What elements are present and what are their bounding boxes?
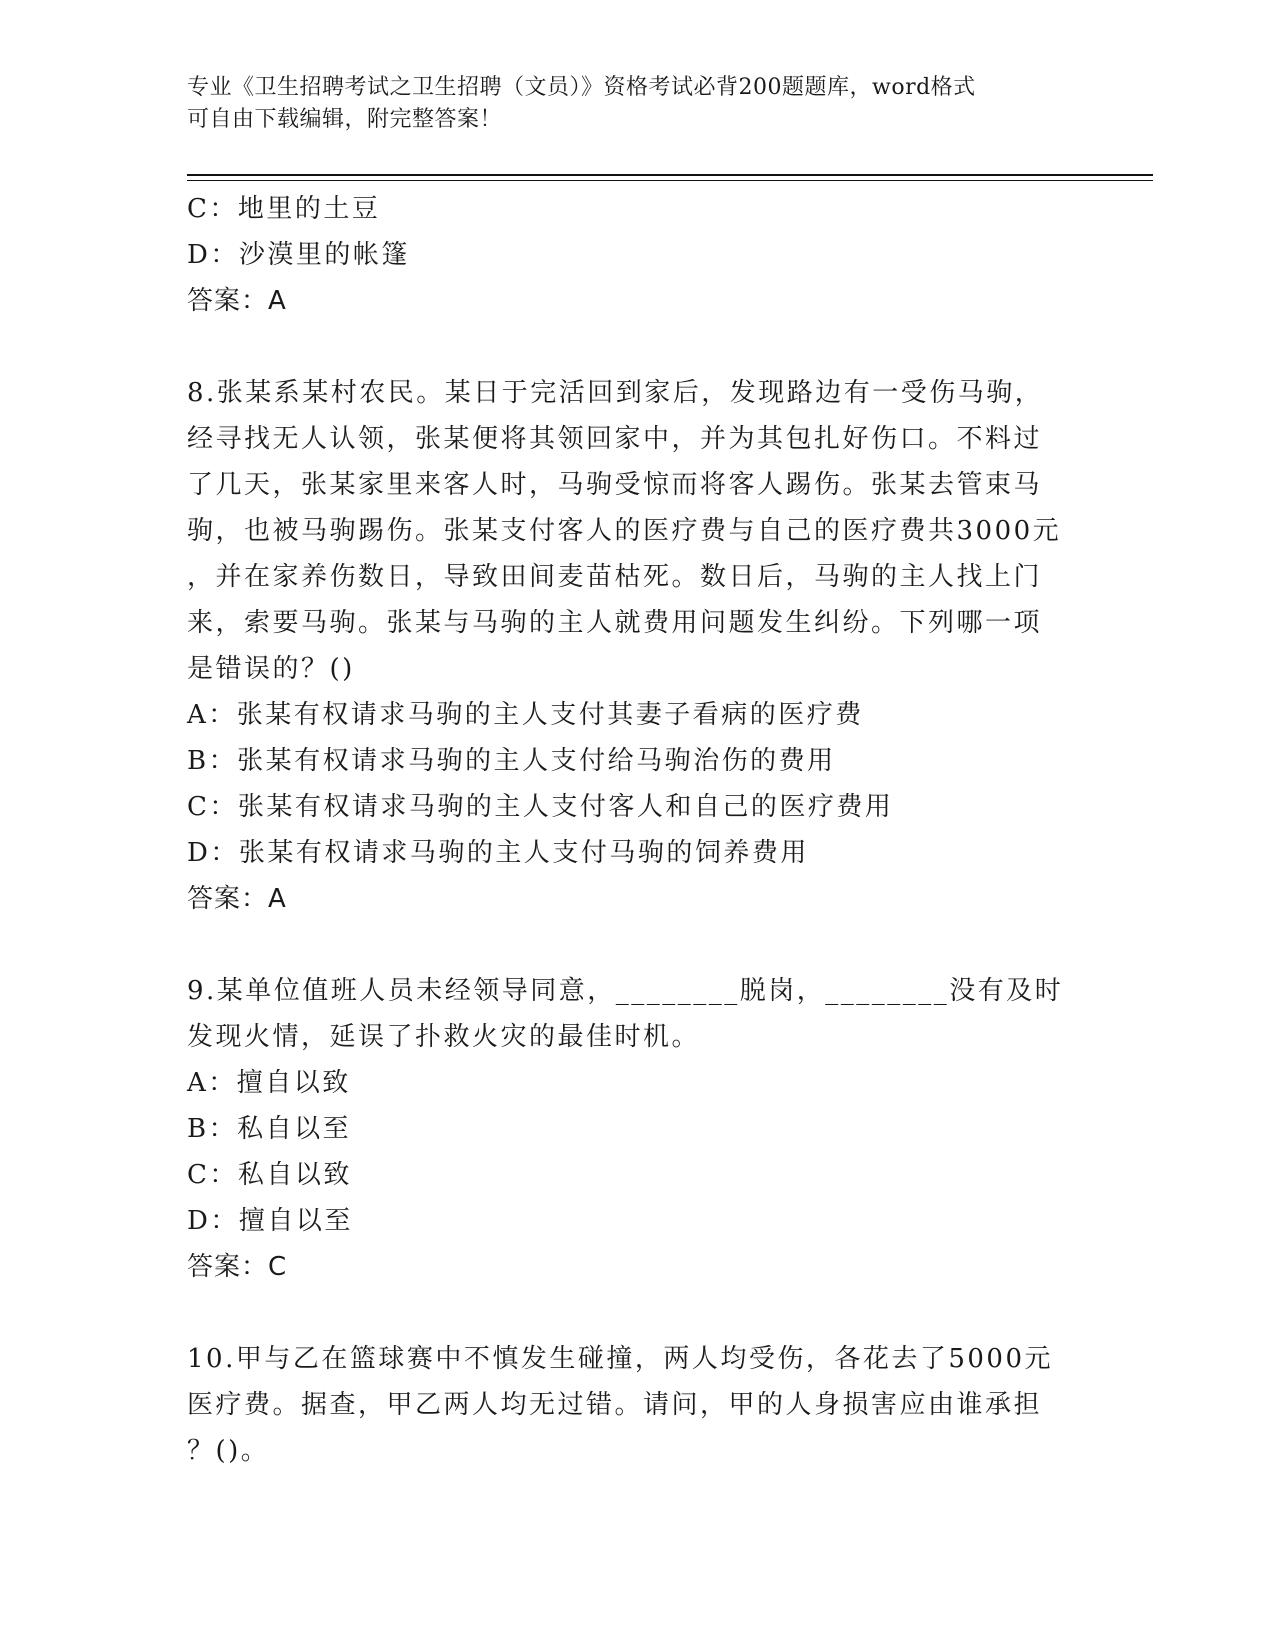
q9-answer: 答案：C xyxy=(187,1252,288,1282)
q8-option-d: D：张某有权请求马驹的主人支付马驹的饲养费用 xyxy=(187,838,809,868)
q8-option-a: A：张某有权请求马驹的主人支付其妻子看病的医疗费 xyxy=(187,700,864,730)
header-divider-thin xyxy=(187,180,1153,181)
q8-stem-line: ，并在家养伤数日，导致田间麦苗枯死。数日后，马驹的主人找上门 xyxy=(187,562,1043,592)
q9-option-d: D：擅自以至 xyxy=(187,1206,353,1236)
q8-stem-line: 是错误的？() xyxy=(187,654,355,684)
q8-stem-line: 来，索要马驹。张某与马驹的主人就费用问题发生纠纷。下列哪一项 xyxy=(187,608,1043,638)
q10-stem-line: ？()。 xyxy=(187,1436,270,1466)
q8-answer: 答案：A xyxy=(187,884,287,914)
question-9 xyxy=(187,968,1087,1290)
q8-stem-line: 了几天，张某家里来客人时，马驹受惊而将客人踢伤。张某去管束马 xyxy=(187,470,1043,500)
document-body xyxy=(187,186,1087,1474)
question-8 xyxy=(187,370,1087,922)
q8-stem-line: 8.张某系某村农民。某日于完活回到家后，发现路边有一受伤马驹， xyxy=(187,378,1044,408)
q7-answer: 答案：A xyxy=(187,286,287,316)
q8-option-b: B：张某有权请求马驹的主人支付给马驹治伤的费用 xyxy=(187,746,836,776)
q8-stem-line: 驹，也被马驹踢伤。张某支付客人的医疗费与自己的医疗费共3000元 xyxy=(187,516,1062,546)
q9-option-a: A：擅自以致 xyxy=(187,1068,351,1098)
header-line-2: 可自由下载编辑，附完整答案！ xyxy=(187,107,503,132)
q7-option-d: D：沙漠里的帐篷 xyxy=(187,240,410,270)
question-10 xyxy=(187,1336,1087,1474)
spacer xyxy=(187,922,1087,968)
document-header xyxy=(187,72,1067,136)
question-7-tail xyxy=(187,186,1087,324)
q7-option-c: C：地里的土豆 xyxy=(187,194,381,224)
q10-stem-line: 10.甲与乙在篮球赛中不慎发生碰撞，两人均受伤，各花去了5000元 xyxy=(187,1344,1054,1374)
header-divider-thick xyxy=(187,174,1153,176)
q10-stem-line: 医疗费。据查，甲乙两人均无过错。请问，甲的人身损害应由谁承担 xyxy=(187,1390,1043,1420)
q9-stem-line: 发现火情，延误了扑救火灾的最佳时机。 xyxy=(187,1022,701,1052)
q9-option-b: B：私自以至 xyxy=(187,1114,352,1144)
q8-option-c: C：张某有权请求马驹的主人支付客人和自己的医疗费用 xyxy=(187,792,894,822)
q9-option-c: C：私自以致 xyxy=(187,1160,352,1190)
spacer xyxy=(187,1290,1087,1336)
header-line-1: 专业《卫生招聘考试之卫生招聘（文员）》资格考试必背200题题库，word格式 xyxy=(187,75,976,100)
q8-stem-line: 经寻找无人认领，张某便将其领回家中，并为其包扎好伤口。不料过 xyxy=(187,424,1043,454)
spacer xyxy=(187,324,1087,370)
q9-stem-line: 9.某单位值班人员未经领导同意，________脱岗，________没有及时 xyxy=(187,976,1064,1006)
